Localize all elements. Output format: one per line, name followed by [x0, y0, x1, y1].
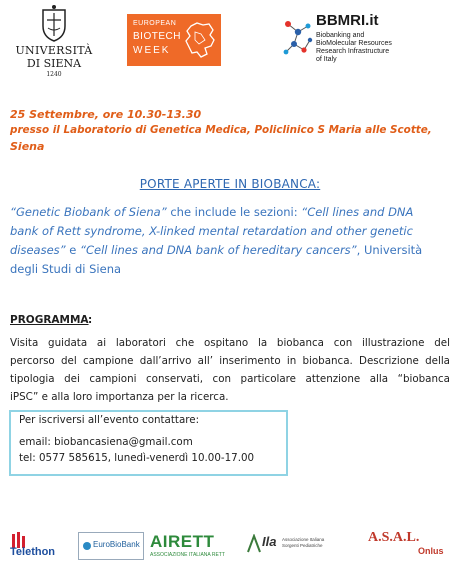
airett-name: AIRETT	[150, 532, 215, 551]
airett-subtitle: ASSOCIAZIONE ITALIANA RETT	[150, 552, 225, 558]
programma-line: iPSC” e alla loro importanza per la ricerca.	[10, 391, 229, 403]
contact-box	[9, 410, 288, 476]
ila-name: Ila	[262, 534, 277, 549]
bbmri-name: BBMRI.it	[316, 12, 379, 29]
description-section-name: bank of Rett syndrome, X-linked mental retardation and other genetic	[10, 224, 413, 238]
eurobiobank-mark-icon	[82, 541, 92, 551]
telethon-logo	[10, 530, 74, 560]
programma-line: percorso del campione dall’arrivo all’ inserimento in biobanca. Descrizione della	[10, 355, 450, 367]
description-text: degli Studi di Siena	[10, 262, 122, 276]
event-city: Siena	[10, 140, 45, 153]
university-seal-icon	[39, 4, 69, 42]
eurobiobank-logo	[78, 532, 144, 560]
description-text: e	[65, 243, 81, 257]
description-line-1	[10, 205, 413, 219]
bbmri-subtitle-line: Biobanking and	[316, 32, 365, 39]
description-section-name: “Cell lines and DNA	[301, 205, 414, 219]
bbmri-logo	[280, 10, 455, 80]
programma-line: Visita guidata ai laboratori che ospitano la biobanca con illustrazione del	[10, 337, 450, 349]
description-line-4	[10, 262, 121, 276]
event-place: presso il Laboratorio di Genetica Medica, Policlinico S Maria alle Scotte,	[10, 124, 432, 136]
unisi-name-line2: DI SIENA	[26, 57, 82, 70]
description-section-name: “Cell lines and DNA bank of hereditary cancers”	[80, 243, 357, 257]
ebw-line1: EUROPEAN	[133, 20, 177, 27]
description-biobank-name: “Genetic Biobank of Siena”	[10, 205, 167, 219]
contact-intro: Per iscriversi all’evento contattare:	[19, 414, 200, 426]
description-text: , Università	[356, 243, 423, 257]
eurobiobank-name: EuroBioBank	[93, 540, 140, 549]
unisi-year: 1240	[46, 71, 62, 78]
bbmri-subtitle-line: of Italy	[316, 56, 337, 63]
molecule-network-icon	[280, 18, 314, 62]
ila-subtitle-line: Associazione Italiana	[282, 537, 325, 542]
description-line-3	[10, 243, 422, 257]
description-text: che include le sezioni:	[166, 205, 302, 219]
ila-mark-icon	[246, 534, 262, 554]
ila-subtitle-line: Sorgenti Pediatriche	[282, 543, 323, 548]
page-title: PORTE APERTE IN BIOBANCA:	[139, 177, 321, 191]
event-date: 25 Settembre, ore 10.30-13.30	[10, 108, 202, 121]
contact-phone: tel: 0577 585615, lunedì-venerdì 10.00-17.00	[19, 452, 255, 464]
unisi-name-line1: UNIVERSITÀ	[15, 44, 93, 57]
description-line-2	[10, 224, 413, 238]
programma-colon: :	[88, 314, 93, 326]
ebw-line3: WEEK	[133, 45, 171, 56]
telethon-name: Telethon	[10, 546, 56, 558]
european-biotech-week-logo	[127, 14, 221, 66]
contact-email[interactable]: email: biobancasiena@gmail.com	[19, 436, 193, 448]
programma-line: tipologia dei campioni conservati, con particolare attenzione alla “biobanca	[10, 373, 450, 385]
bbmri-subtitle-line: BioMolecular Resources	[316, 40, 392, 47]
asal-logo	[366, 530, 454, 560]
ila-logo	[246, 530, 354, 560]
description-section-name: diseases”	[10, 243, 66, 257]
bbmri-subtitle-line: Research Infrastructure	[316, 48, 390, 55]
programma-heading: PROGRAMMA	[10, 314, 89, 326]
university-of-siena-logo	[8, 4, 100, 86]
europe-map-icon	[183, 20, 217, 60]
asal-name: A.S.A.L.	[368, 530, 420, 545]
airett-logo	[150, 530, 238, 560]
ebw-line2: BIOTECH	[133, 31, 181, 42]
asal-onlus: Onlus	[418, 546, 444, 556]
